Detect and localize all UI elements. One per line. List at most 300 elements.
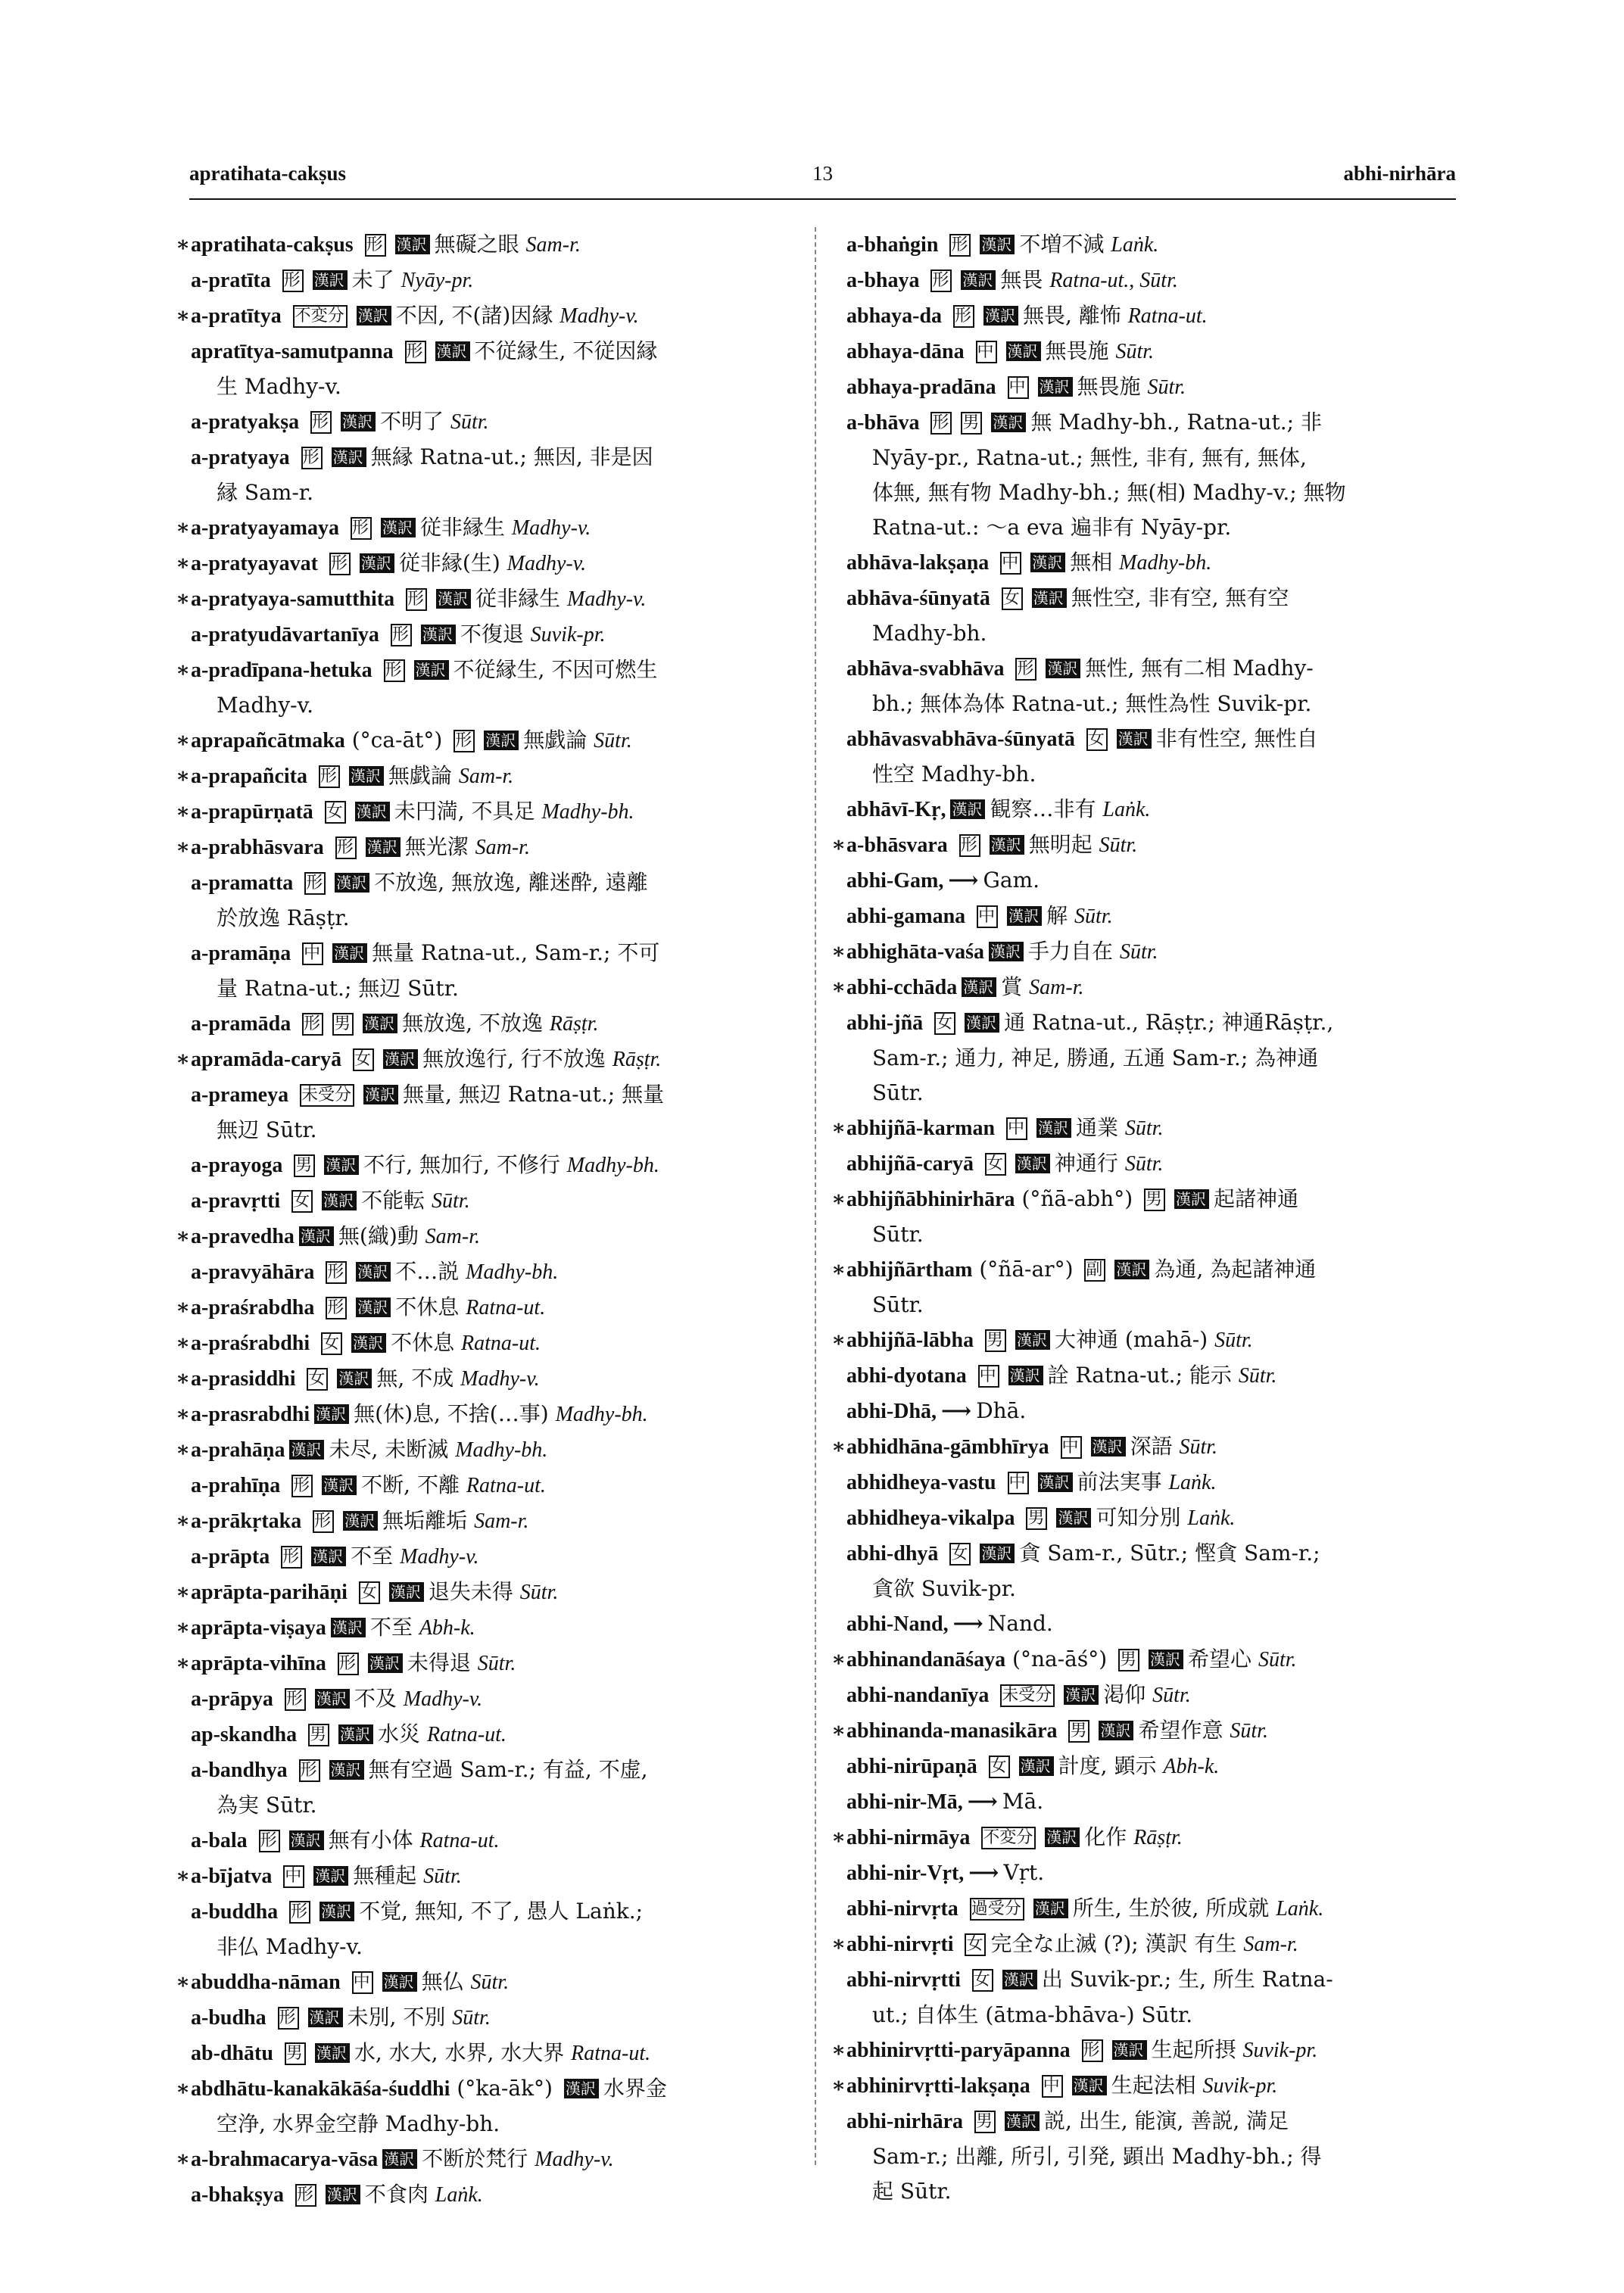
new-entry-marker: ∗ — [176, 1650, 191, 1675]
dictionary-entry — [834, 581, 1459, 651]
entry-first-line — [848, 1146, 1459, 1182]
translation-tag: 漢訳 — [314, 1404, 349, 1424]
entry-first-line — [848, 1005, 1459, 1041]
new-entry-marker: ∗ — [176, 303, 191, 328]
headword: a-bhāva — [846, 411, 920, 435]
definition: 神通行 — [1054, 1151, 1118, 1176]
grammar-tag: 形 — [405, 341, 426, 363]
new-entry-marker: ∗ — [176, 2146, 191, 2171]
definition: 通 Ratna-ut., Rāṣṭr.; 神通Rāṣṭr., — [1004, 1010, 1334, 1035]
entry-first-line — [176, 1397, 798, 1432]
definition: 無礙之眼 — [434, 232, 519, 257]
entry-continuation: Ratna-ut.: ～a eva 遍非有 Nyāy-pr. — [872, 515, 1232, 540]
dictionary-entry — [176, 1646, 798, 1681]
entry-first-line — [848, 1962, 1459, 1998]
dictionary-entry — [834, 1146, 1459, 1182]
headword: a-prahāṇa — [191, 1438, 285, 1462]
headword: a-prasiddhi — [191, 1367, 296, 1391]
entry-first-line — [192, 2036, 798, 2071]
grammar-tag: 形 — [1082, 2039, 1103, 2062]
new-entry-marker: ∗ — [176, 550, 191, 575]
entry-first-line — [848, 1536, 1459, 1572]
entry-continuation: 為実 Sūtr. — [217, 1793, 317, 1818]
headword: a-prabhāsvara — [191, 836, 324, 859]
definition: 無畏, 離怖 — [1022, 303, 1121, 328]
translation-tag: 漢訳 — [991, 413, 1026, 432]
new-entry-marker: ∗ — [176, 834, 191, 859]
headword: abhaya-dāna — [846, 340, 965, 363]
definition: 不至 — [351, 1544, 394, 1569]
dictionary-entry — [179, 936, 798, 1006]
entry-first-line — [848, 899, 1459, 934]
source-abbreviation: Rāṣṭr. — [612, 1048, 662, 1071]
grammar-tag: 形 — [291, 1475, 313, 1497]
new-entry-marker: ∗ — [831, 832, 846, 857]
grammar-tag: 中 — [352, 1971, 373, 1994]
headword: a-praśrabdha — [191, 1296, 315, 1319]
definition: 希望作意 — [1138, 1718, 1223, 1743]
entry-continuation: 性空 Madhy-bh. — [872, 762, 1036, 787]
translation-tag: 漢訳 — [983, 306, 1018, 326]
headword: abhi-Gam, — [846, 869, 944, 893]
source-abbreviation: Ratna-ut. — [426, 1723, 507, 1746]
entry-continuation: 於放逸 Rāṣṭr. — [217, 905, 350, 930]
definition: 不及 — [354, 1686, 397, 1711]
headword: a-pratyudāvartanīya — [191, 623, 379, 646]
grammar-tag: 形 — [295, 2184, 316, 2207]
translation-tag: 漢訳 — [308, 2008, 343, 2027]
grammar-tag: 形 — [351, 517, 372, 540]
entry-first-line — [176, 1219, 798, 1254]
headword: abhi-nir-Vṛt, — [846, 1862, 965, 1885]
translation-tag: 漢訳 — [990, 835, 1024, 855]
definition: 大神通 (mahā-) — [1055, 1327, 1208, 1352]
dictionary-entry — [176, 1361, 798, 1397]
definition: 説, 出生, 能演, 善説, 満足 — [1043, 2108, 1289, 2133]
dictionary-entry — [831, 1642, 1459, 1678]
translation-tag: 漢訳 — [320, 1902, 354, 1921]
entry-continuation: Sūtr. — [872, 1080, 924, 1105]
headword: abhāva-lakṣaṇa — [846, 551, 990, 575]
definition: 出 Suvik-pr.; 生, 所生 Ratna- — [1041, 1967, 1333, 1992]
new-entry-marker: ∗ — [176, 1579, 191, 1604]
grammar-tag: 形 — [299, 1759, 320, 1782]
grammar-tag: 形 — [285, 1688, 306, 1711]
new-entry-marker: ∗ — [831, 1327, 846, 1352]
new-entry-marker: ∗ — [176, 232, 191, 257]
translation-tag: 漢訳 — [1045, 1827, 1080, 1847]
headword: abhāvasvabhāva-śūnyatā — [846, 727, 1075, 751]
headword: abhi-nirūpaṇā — [846, 1755, 977, 1778]
headword: abhāva-svabhāva — [846, 657, 1005, 681]
entry-first-line — [176, 1964, 798, 2000]
headword: a-bhakṣya — [191, 2183, 284, 2207]
grammar-tag: 形 — [384, 659, 405, 682]
definition: 非有性空, 無性自 — [1155, 726, 1318, 751]
headword: aprapañcātmaka — [191, 729, 345, 752]
entry-first-line — [848, 651, 1459, 687]
translation-tag: 漢訳 — [322, 1475, 357, 1495]
dictionary-entry — [176, 794, 798, 830]
headword: a-bhaṅgin — [846, 233, 939, 257]
translation-tag: 漢訳 — [1056, 1508, 1091, 1528]
entry-first-line — [848, 1500, 1459, 1536]
definition: 不…説 — [395, 1259, 460, 1284]
dictionary-entry — [179, 617, 798, 653]
definition: 従非縁(生) — [398, 550, 500, 575]
definition: 無, 不成 — [376, 1366, 454, 1391]
grammar-tag: 形 — [953, 305, 974, 328]
headword: ap-skandha — [191, 1723, 298, 1746]
headword: a-prasrabdhi — [191, 1403, 310, 1426]
source-abbreviation: Rāṣṭr. — [549, 1012, 599, 1036]
dictionary-entry — [831, 2068, 1459, 2104]
cross-reference-arrow: ⟶ — [948, 868, 979, 893]
grammar-tag: 中 — [1008, 376, 1029, 399]
dictionary-entry — [179, 440, 798, 510]
dictionary-entry — [834, 545, 1459, 581]
definition: 手力自在 — [1028, 939, 1114, 964]
column-divider — [815, 227, 816, 2165]
headword: abhinanda-manasikāra — [846, 1719, 1058, 1743]
grammar-tag: 男 — [332, 1013, 354, 1036]
translation-tag: 漢訳 — [1149, 1650, 1183, 1669]
headword: a-bala — [191, 1829, 248, 1852]
entry-first-line — [192, 1752, 798, 1788]
translation-tag: 漢訳 — [950, 799, 985, 819]
definition: 不休息 — [391, 1330, 455, 1355]
source-abbreviation: Laṅk. — [1111, 233, 1159, 257]
entry-continuation: Madhy-bh. — [872, 621, 987, 646]
entry-first-line — [831, 827, 1459, 863]
entry-first-line — [192, 865, 798, 901]
cross-reference-arrow: ⟶ — [952, 1611, 983, 1636]
headword: abhidhāna-gāmbhīrya — [846, 1435, 1049, 1459]
headword: abhidheya-vikalpa — [846, 1506, 1015, 1530]
translation-tag: 漢訳 — [351, 1333, 386, 1353]
definition: 観察…非有 — [990, 796, 1096, 821]
headword: aprāpta-viṣaya — [191, 1616, 326, 1640]
headword: abhi-nirhāra — [846, 2110, 964, 2133]
dictionary-entry — [176, 546, 798, 581]
grammar-tag: 形 — [391, 624, 412, 646]
headword: abhidheya-vastu — [846, 1471, 996, 1494]
dictionary-entry — [834, 2104, 1459, 2209]
entry-continuation: Sūtr. — [872, 1292, 924, 1317]
grammar-tag: 男 — [985, 1329, 1006, 1352]
headword: a-pramāṇa — [191, 942, 291, 965]
source-abbreviation: Madhy-bh. — [555, 1403, 648, 1426]
headword: abdhātu-kanakākāśa-śuddhi — [191, 2077, 450, 2101]
entry-first-line — [831, 1820, 1459, 1855]
headword: abhāvī-Kṛ, — [846, 798, 946, 821]
headword: a-bījatva — [191, 1865, 273, 1888]
new-entry-marker: ∗ — [176, 799, 191, 824]
grammar-tag: 形 — [289, 1901, 310, 1924]
entry-continuation: Sūtr. — [872, 1222, 924, 1247]
headword: a-pramāda — [191, 1012, 291, 1036]
headword: apramāda-caryā — [191, 1048, 342, 1071]
dictionary-entry — [176, 1858, 798, 1894]
dictionary-entry — [179, 865, 798, 936]
dictionary-entry — [176, 759, 798, 794]
source-abbreviation: Madhy-bh. — [1119, 551, 1212, 575]
dictionary-entry — [176, 2071, 798, 2142]
source-abbreviation: Suvik-pr. — [1202, 2074, 1278, 2098]
entry-first-line — [831, 2033, 1459, 2068]
grammar-tag: 男 — [294, 1154, 315, 1177]
source-abbreviation: Madhy-v. — [507, 552, 587, 575]
definition: 詮 Ratna-ut.; 能示 — [1047, 1363, 1232, 1388]
translation-tag: 漢訳 — [343, 1511, 378, 1531]
translation-tag: 漢訳 — [980, 235, 1015, 254]
definition: 賞 — [1001, 974, 1023, 999]
grammar-tag: 男 — [1144, 1189, 1165, 1211]
translation-tag: 漢訳 — [1032, 588, 1067, 608]
headword: aprāpta-vihīna — [191, 1652, 326, 1675]
entry-first-line — [176, 1432, 798, 1468]
dictionary-entry — [179, 1254, 798, 1290]
new-entry-marker: ∗ — [176, 586, 191, 611]
entry-first-line — [848, 334, 1459, 369]
dictionary-entry — [179, 1752, 798, 1823]
headword: a-prāpya — [191, 1687, 273, 1711]
grammar-tag: 中 — [283, 1865, 304, 1888]
definition: 無性空, 非有空, 無有空 — [1071, 585, 1289, 610]
definition: 希望心 — [1188, 1647, 1252, 1671]
source-abbreviation: Ratna-ut. — [466, 1296, 546, 1319]
definition: 無戯論 — [388, 763, 452, 788]
headword: abhijñā-karman — [846, 1117, 996, 1140]
definition: 生起法相 — [1111, 2073, 1196, 2098]
definition: 深語 — [1130, 1434, 1173, 1459]
entry-first-line — [848, 2104, 1459, 2139]
definition: 為通, 為起諸神通 — [1154, 1257, 1317, 1282]
dictionary-entry — [176, 1219, 798, 1254]
entry-first-line — [848, 227, 1459, 263]
definition: 未円満, 不具足 — [394, 799, 535, 824]
definition: 無相 — [1070, 550, 1113, 575]
headword: aprāpta-parihāṇi — [191, 1581, 348, 1604]
grammar-tag: 中 — [1008, 1472, 1029, 1494]
definition: 不増不減 — [1019, 232, 1105, 257]
translation-tag: 漢訳 — [335, 873, 369, 893]
translation-tag: 漢訳 — [1036, 1118, 1071, 1138]
dictionary-entry — [179, 1539, 798, 1575]
grammar-tag: 女 — [359, 1581, 380, 1604]
grammar-tag: 形 — [930, 269, 952, 292]
translation-tag: 漢訳 — [1030, 553, 1065, 572]
entry-first-line — [176, 1610, 798, 1646]
headword: a-bandhya — [191, 1759, 288, 1782]
translation-tag: 漢訳 — [313, 1866, 348, 1886]
grammar-tag: 女 — [1002, 587, 1023, 610]
right-column — [831, 227, 1459, 2209]
dictionary-entry — [834, 405, 1459, 545]
left-column — [176, 227, 798, 2213]
dictionary-entry — [831, 827, 1459, 863]
entry-continuation: 生 Madhy-v. — [217, 374, 341, 399]
definition: 無(織)動 — [338, 1223, 419, 1248]
definition: 退失未得 — [428, 1579, 513, 1604]
dictionary-entry — [831, 2033, 1459, 2068]
definition: 無(休)息, 不捨(…事) — [354, 1401, 549, 1426]
grammar-tag: 女 — [972, 1969, 993, 1992]
headword: abhi-nirvṛta — [846, 1897, 959, 1921]
headword: a-prameya — [191, 1083, 289, 1107]
source-abbreviation: Ratna-ut. — [466, 1474, 546, 1497]
entry-first-line — [831, 1927, 1459, 1962]
cross-reference-arrow: ⟶ — [967, 1789, 998, 1814]
dictionary-entry — [179, 2177, 798, 2213]
entry-first-line — [848, 405, 1459, 441]
translation-tag: 漢訳 — [1008, 1366, 1043, 1385]
translation-tag: 漢訳 — [1046, 659, 1080, 678]
headword: a-bhaya — [846, 269, 920, 292]
dictionary-entry — [831, 1927, 1459, 1962]
grammar-tag: 形 — [454, 730, 475, 752]
definition: Mā. — [1002, 1789, 1044, 1814]
dictionary-entry — [834, 263, 1459, 298]
dictionary-entry — [834, 1394, 1459, 1429]
grammar-tag: 形 — [278, 2007, 299, 2030]
new-entry-marker: ∗ — [176, 1294, 191, 1319]
grammar-tag: 形 — [302, 1013, 323, 1036]
entry-continuation: Nyāy-pr., Ratna-ut.; 無性, 非有, 無有, 無体, — [872, 445, 1307, 470]
headword: a-pradīpana-hetuka — [191, 659, 372, 682]
source-abbreviation: Sūtr. — [470, 1971, 510, 1994]
grammar-tag: 形 — [338, 1653, 359, 1675]
source-abbreviation: Sam-r. — [474, 1509, 529, 1533]
translation-tag: 漢訳 — [1114, 1260, 1149, 1279]
grammar-tag: 中 — [302, 942, 323, 965]
translation-tag: 漢訳 — [331, 1618, 366, 1637]
definition: Vṛt. — [1003, 1860, 1045, 1885]
dictionary-entry — [179, 334, 798, 404]
dictionary-entry — [176, 1610, 798, 1646]
source-abbreviation: Sam-r. — [458, 765, 514, 788]
headword: a-prayoga — [191, 1154, 283, 1177]
headword: abhijñā-caryā — [846, 1152, 974, 1176]
source-abbreviation: Madhy-bh. — [566, 1154, 659, 1177]
grammar-tag: 形 — [310, 411, 332, 434]
grammar-tag: 女 — [353, 1048, 374, 1071]
source-abbreviation: Sūtr. — [519, 1581, 559, 1604]
dictionary-entry — [834, 863, 1459, 899]
source-abbreviation: Madhy-bh. — [541, 800, 634, 824]
source-abbreviation: Sūtr. — [1124, 1152, 1164, 1176]
new-entry-marker: ∗ — [176, 1969, 191, 1994]
source-abbreviation: Laṅk. — [1102, 798, 1151, 821]
entry-first-line — [192, 440, 798, 475]
dictionary-entry — [179, 1006, 798, 1042]
dictionary-entry — [834, 1005, 1459, 1111]
entry-first-line — [192, 2177, 798, 2213]
entry-continuation: Sam-r.; 通力, 神足, 勝通, 五通 Sam-r.; 為神通 — [872, 1045, 1319, 1070]
source-abbreviation: Laṅk. — [1187, 1506, 1236, 1530]
dictionary-entry — [831, 1429, 1459, 1465]
dictionary-entry — [179, 1148, 798, 1183]
definition: 無畏施 — [1045, 338, 1109, 363]
dictionary-entry — [176, 830, 798, 865]
grammar-tag: 不変分 — [981, 1827, 1036, 1849]
dictionary-entry — [176, 1964, 798, 2000]
entry-first-line — [176, 298, 798, 334]
definition: 化作 — [1084, 1824, 1127, 1849]
translation-tag: 漢訳 — [357, 306, 391, 326]
dictionary-entry — [831, 1111, 1459, 1146]
definition: 無戯論 — [523, 727, 588, 752]
dictionary-entry — [176, 2142, 798, 2177]
etymology: (°ka-āk°) — [457, 2076, 560, 2101]
headword: abhi-cchāda — [846, 976, 958, 999]
dictionary-entry — [834, 1536, 1459, 1606]
source-abbreviation: Madhy-bh. — [455, 1438, 548, 1462]
headword: abhinandanāśaya — [846, 1648, 1006, 1671]
entry-first-line — [192, 1539, 798, 1575]
definition: 不休息 — [395, 1294, 460, 1319]
entry-first-line — [176, 1290, 798, 1326]
dictionary-entry — [831, 934, 1459, 970]
etymology: (°ñā-ar°) — [979, 1257, 1080, 1282]
entry-first-line — [848, 721, 1459, 757]
new-entry-marker: ∗ — [176, 1615, 191, 1640]
grammar-tag: 形 — [319, 765, 340, 788]
source-abbreviation: Sūtr. — [1152, 1684, 1191, 1707]
entry-continuation: Madhy-v. — [217, 693, 313, 718]
translation-tag: 漢訳 — [332, 447, 366, 467]
new-entry-marker: ∗ — [176, 727, 191, 752]
source-abbreviation: Laṅk. — [1168, 1471, 1217, 1494]
translation-tag: 漢訳 — [980, 1544, 1015, 1563]
entry-continuation: 貪欲 Suvik-pr. — [872, 1576, 1016, 1601]
entry-first-line — [848, 1358, 1459, 1394]
source-abbreviation: Laṅk. — [435, 2183, 483, 2207]
translation-tag: 漢訳 — [1005, 2111, 1040, 2131]
grammar-tag: 女 — [989, 1756, 1010, 1778]
entry-continuation: 無辺 Sūtr. — [217, 1117, 317, 1142]
definition: 不復退 — [460, 622, 524, 646]
translation-tag: 漢訳 — [436, 589, 471, 609]
grammar-tag: 女 — [321, 1332, 342, 1355]
dictionary-entry — [834, 227, 1459, 263]
entry-first-line — [848, 369, 1459, 405]
source-abbreviation: Suvik-pr. — [1242, 2039, 1318, 2062]
translation-tag: 漢訳 — [355, 802, 390, 821]
definition: 従非縁生 — [475, 586, 561, 611]
translation-tag: 漢訳 — [360, 553, 394, 573]
definition: 無性, 無有二相 Madhy- — [1085, 656, 1314, 681]
definition: 起諸神通 — [1214, 1186, 1299, 1211]
new-entry-marker: ∗ — [176, 1330, 191, 1355]
headword: a-pravyāhāra — [191, 1260, 315, 1284]
headword: abhi-nirvṛti — [846, 1933, 954, 1956]
grammar-tag: 形 — [259, 1830, 280, 1852]
headword: abhijñābhinirhāra — [846, 1188, 1015, 1211]
dictionary-entry — [179, 1681, 798, 1717]
dictionary-entry — [176, 227, 798, 263]
headword: a-pravṛtti — [191, 1189, 281, 1213]
new-entry-marker: ∗ — [831, 1647, 846, 1671]
translation-tag: 漢訳 — [338, 1724, 373, 1744]
entry-first-line — [176, 830, 798, 865]
definition: Gam. — [983, 868, 1040, 893]
dictionary-entry — [834, 1891, 1459, 1927]
grammar-tag: 形 — [406, 588, 427, 611]
dictionary-entry — [176, 1432, 798, 1468]
headword: a-praśrabdhi — [191, 1332, 310, 1355]
source-abbreviation: Ratna-ut. — [1127, 304, 1208, 328]
